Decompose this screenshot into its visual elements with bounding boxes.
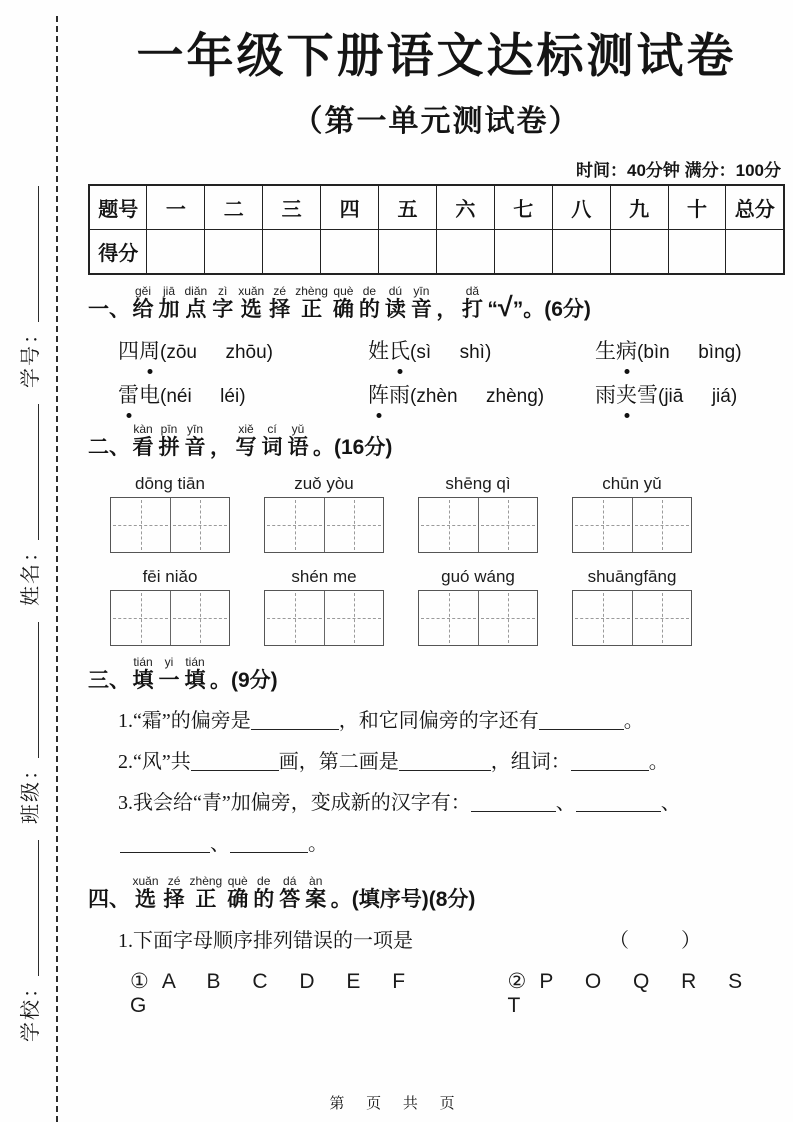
dotted-word (118, 339, 160, 363)
writing-grid-row (110, 567, 785, 646)
heading-char: 看kàn (132, 421, 154, 459)
fill-text: 。 (623, 709, 644, 732)
student-info-blank[interactable] (18, 840, 39, 976)
score-cell[interactable] (552, 230, 610, 275)
heading-char: 确què (227, 873, 249, 911)
heading-char: 读dú (384, 284, 406, 322)
heading-punct: ， (210, 435, 231, 459)
heading-punct: ， (436, 298, 458, 322)
word-char: 雷 (118, 379, 139, 409)
pronunciation-row (118, 335, 785, 365)
writing-block (110, 474, 230, 553)
word-char: 姓 (368, 338, 389, 363)
pronunciation-choices[interactable]: (bìn bìng) (637, 341, 742, 363)
heading-char: 给gěi (132, 284, 154, 322)
word-char: 雨 (389, 382, 410, 407)
character-grid-box (110, 590, 230, 646)
pronunciation-item (118, 379, 368, 409)
section-4-heading (88, 875, 785, 912)
score-table-header-cell: 七 (494, 185, 552, 230)
pinyin-label: dōng tiān (135, 473, 205, 493)
score-table-header-cell: 十 (668, 185, 726, 230)
fill-text: 画，第二画是 (278, 750, 399, 773)
section-heading-suffix: 。(16分) (313, 435, 393, 459)
fill-text: 、 (210, 832, 230, 855)
fill-blank[interactable] (230, 832, 308, 853)
heading-char: 的de (253, 873, 275, 911)
student-info-label: 学校： (19, 976, 42, 1042)
character-grid-cell[interactable] (478, 591, 537, 645)
heading-char: 择zé (269, 284, 291, 322)
fill-blank[interactable] (576, 791, 661, 812)
answer-bracket[interactable]: （ ） (609, 929, 705, 952)
section-heading-ruby (130, 875, 329, 912)
heading-char: 选xuǎn (132, 873, 159, 911)
score-table-header-cell: 总分 (726, 185, 784, 230)
pronunciation-item (368, 335, 595, 365)
score-row-label: 得分 (89, 230, 147, 275)
word-char: 雪 (637, 382, 658, 407)
score-cell[interactable] (263, 230, 321, 275)
heading-char: 加jiā (158, 284, 180, 322)
heading-char: 填tián (132, 654, 154, 692)
character-grid-cell[interactable] (111, 591, 170, 645)
choice-option[interactable]: ②P O Q R S T (507, 969, 756, 1017)
choice-options-line (88, 969, 785, 1018)
fill-text: 。 (308, 832, 328, 855)
section-1 (88, 285, 785, 408)
heading-char: 音yīn (410, 284, 432, 322)
writing-block (264, 474, 384, 553)
pinyin-label: fēi niǎo (142, 566, 198, 586)
fill-text: 、 (555, 791, 576, 814)
dotted-word (368, 339, 410, 363)
fill-text: 、 (660, 791, 681, 814)
writing-block (572, 567, 692, 646)
pinyin-label: guó wáng (441, 566, 515, 586)
pronunciation-choices[interactable]: (zhèn zhèng) (410, 385, 545, 407)
heading-char: 一yi (158, 654, 180, 692)
fill-blank[interactable] (399, 750, 491, 771)
score-cell[interactable] (610, 230, 668, 275)
character-grid-cell[interactable] (632, 591, 691, 645)
score-cell[interactable] (668, 230, 726, 275)
pronunciation-item (595, 335, 785, 365)
character-grid-cell[interactable] (265, 498, 324, 552)
section-heading-suffix: “√”。(6分) (487, 292, 591, 323)
student-info-blank[interactable] (18, 622, 39, 758)
fill-blank[interactable] (191, 750, 279, 771)
fill-blank[interactable] (120, 832, 210, 853)
score-table-score-row (89, 230, 784, 275)
heading-char: 正zhèng (189, 873, 223, 911)
pronunciation-item (118, 335, 368, 365)
score-table-header-cell: 四 (321, 185, 379, 230)
fill-text: ，和它同偏旁的字还有 (338, 709, 539, 732)
pinyin-label: shuāngfāng (587, 566, 677, 586)
word-char: 四 (118, 338, 139, 363)
section-heading-ruby (130, 423, 311, 460)
writing-block (110, 567, 230, 646)
heading-char: 选xuǎn (238, 284, 265, 322)
section-3-heading (88, 656, 785, 693)
section-heading-ruby (130, 656, 208, 693)
score-table-header-cell: 八 (552, 185, 610, 230)
character-grid-box (418, 590, 538, 646)
heading-char: 音yīn (184, 421, 206, 459)
pronunciation-items (88, 335, 785, 409)
writing-grid-row (110, 474, 785, 553)
section-heading-ruby (130, 285, 485, 322)
section-1-heading (88, 285, 785, 322)
section-number: 一、 (88, 298, 130, 322)
score-cell[interactable] (379, 230, 437, 275)
score-table-header-cell: 二 (205, 185, 263, 230)
fill-line (118, 742, 785, 783)
section-2-heading (88, 423, 785, 460)
score-table-header-cell: 题号 (89, 185, 147, 230)
fill-blank[interactable] (251, 709, 339, 730)
page-footer: 第 页 共 页 (329, 1096, 464, 1112)
section-number: 三、 (88, 668, 130, 692)
character-grid-cell[interactable] (419, 498, 478, 552)
score-cell[interactable] (321, 230, 379, 275)
score-table-header-cell: 一 (147, 185, 205, 230)
score-table-header-cell: 五 (379, 185, 437, 230)
score-cell[interactable] (494, 230, 552, 275)
pinyin-label: shēng qì (445, 473, 511, 493)
pronunciation-choices[interactable]: (jiā jiá) (658, 385, 738, 407)
page-subtitle: （第一单元测试卷） (292, 105, 581, 139)
heading-char: 语yǔ (287, 421, 309, 459)
character-grid-cell[interactable] (573, 498, 632, 552)
score-cell[interactable] (205, 230, 263, 275)
section-4 (88, 875, 785, 1018)
choice-question-text: 1.下面字母顺序排列错误的一项是 (118, 929, 413, 952)
score-cell[interactable] (436, 230, 494, 275)
fill-line (118, 783, 785, 824)
writing-block (418, 567, 538, 646)
pronunciation-choices[interactable]: (zōu zhōu) (160, 341, 273, 363)
word-char: 电 (139, 382, 160, 407)
pronunciation-choices[interactable]: (néi léi) (160, 385, 246, 407)
section-heading-suffix: 。(9分) (210, 668, 278, 692)
fill-line (118, 701, 785, 742)
heading-char: 字zì (212, 284, 234, 322)
paper-content (88, 28, 785, 1018)
score-table-header-cell: 六 (436, 185, 494, 230)
character-grid-cell[interactable] (324, 498, 383, 552)
dotted-word (595, 383, 658, 407)
section-heading-suffix: 。(填序号)(8分) (330, 887, 476, 911)
writing-grid-rows (88, 474, 785, 646)
pronunciation-choices[interactable]: (sì shì) (410, 341, 492, 363)
character-grid-cell[interactable] (170, 591, 229, 645)
character-grid-box (572, 497, 692, 553)
heading-char: 的de (358, 284, 380, 322)
score-table-header-cell: 九 (610, 185, 668, 230)
section-2 (88, 423, 785, 646)
margin-dashed-cut-line (56, 16, 58, 1122)
heading-char: 打dǎ (461, 284, 483, 322)
fill-in-lines (88, 701, 785, 865)
word-char: 病 (616, 335, 637, 365)
fill-text: ，组词： (490, 750, 571, 773)
heading-char: 点diǎn (184, 284, 208, 322)
section-number: 二、 (88, 435, 130, 459)
choice-question-line (88, 924, 785, 953)
heading-char: 案àn (305, 873, 327, 911)
pinyin-label: chūn yǔ (602, 473, 662, 493)
word-char: 周 (139, 335, 160, 365)
dotted-word (368, 383, 410, 407)
fill-text: 3.我会给“青”加偏旁，变成新的汉字有： (118, 791, 471, 814)
character-grid-cell[interactable] (478, 498, 537, 552)
student-info-label: 班级： (19, 758, 42, 824)
student-info-label: 姓名： (19, 540, 42, 606)
character-grid-box (264, 590, 384, 646)
pinyin-label: shén me (291, 566, 357, 586)
character-grid-cell[interactable] (419, 591, 478, 645)
character-grid-cell[interactable] (170, 498, 229, 552)
character-grid-cell[interactable] (324, 591, 383, 645)
time-score-note: 时间：40分钟 满分：100分 (576, 161, 781, 181)
heading-char: 写xiě (235, 421, 257, 459)
heading-char: 确què (332, 284, 354, 322)
score-cell[interactable] (147, 230, 205, 275)
word-char: 阵 (368, 379, 389, 409)
fill-blank[interactable] (539, 709, 624, 730)
student-info-strip (10, 150, 46, 1042)
score-table-header-row (89, 185, 784, 230)
character-grid-cell[interactable] (632, 498, 691, 552)
character-grid-box (264, 497, 384, 553)
heading-char: 填tián (184, 654, 206, 692)
writing-block (418, 474, 538, 553)
dotted-word (118, 383, 160, 407)
pronunciation-item (368, 379, 595, 409)
fill-text: 1.“霜”的偏旁是 (118, 709, 251, 732)
heading-char: 答dá (279, 873, 301, 911)
pronunciation-row (118, 379, 785, 409)
student-info-blank[interactable] (18, 404, 39, 540)
page-title: 一年级下册语文达标测试卷 (136, 29, 737, 82)
fill-blank[interactable] (571, 750, 649, 771)
fill-blank[interactable] (471, 791, 556, 812)
character-grid-box (110, 497, 230, 553)
word-char: 雨 (595, 382, 616, 407)
character-grid-box (572, 590, 692, 646)
fill-text: 2.“风”共 (118, 750, 191, 773)
student-info-blank[interactable] (18, 186, 39, 322)
pinyin-label: zuǒ yòu (294, 473, 354, 493)
fill-line (118, 824, 785, 865)
pronunciation-item (595, 379, 785, 409)
writing-block (572, 474, 692, 553)
word-char: 夹 (616, 379, 637, 409)
heading-char: 择zé (163, 873, 185, 911)
writing-block (264, 567, 384, 646)
word-char: 生 (595, 338, 616, 363)
section-3 (88, 656, 785, 865)
fill-text: 。 (648, 750, 669, 773)
heading-char: 词cí (261, 421, 283, 459)
score-cell[interactable] (726, 230, 784, 275)
character-grid-box (418, 497, 538, 553)
character-grid-cell[interactable] (573, 591, 632, 645)
student-info-label: 学号： (19, 322, 42, 388)
word-char: 氏 (389, 335, 410, 365)
heading-char: 正zhèng (295, 284, 328, 322)
heading-char: 拼pīn (158, 421, 180, 459)
character-grid-cell[interactable] (111, 498, 170, 552)
score-table (88, 184, 785, 275)
dotted-word (595, 339, 637, 363)
section-number: 四、 (88, 887, 130, 911)
score-table-header-cell: 三 (263, 185, 321, 230)
choice-option[interactable]: ①A B C D E F G (130, 969, 419, 1017)
character-grid-cell[interactable] (265, 591, 324, 645)
check-mark: √ (497, 292, 513, 323)
